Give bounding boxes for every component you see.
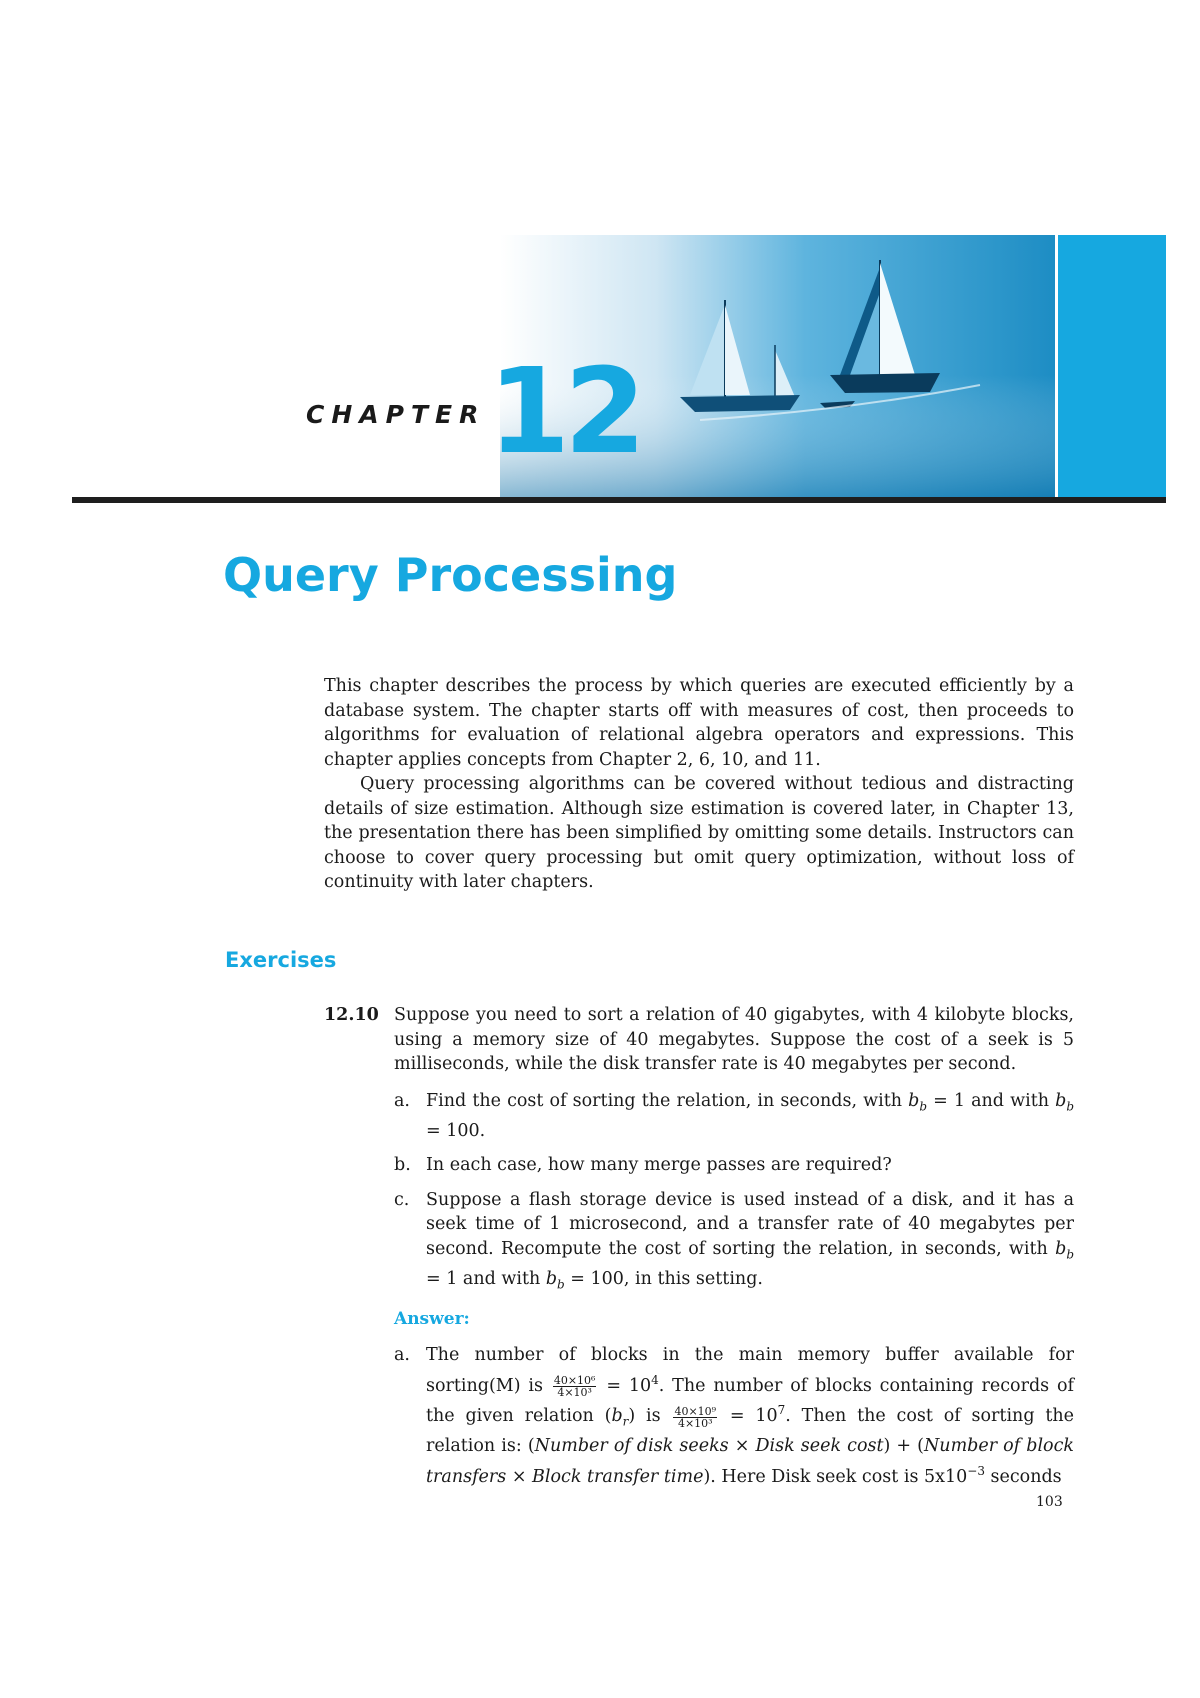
chapter-introduction	[324, 674, 1074, 895]
chapter-title: Query Processing	[223, 548, 678, 602]
chapter-side-tab	[1058, 235, 1166, 498]
exercise-part-b: b. In each case, how many merge passes are required?	[394, 1155, 892, 1175]
exercises-heading: Exercises	[225, 948, 337, 972]
fraction: $\frac{\text{40×10⁹}}{\text{4×10³}}$	[674, 1405, 717, 1431]
answer-part-a: a. The number of blocks in the main memory buffer available for sorting(M) is $\frac{\text{40×10⁶}}{\text{4×10³}}$ = $10^4$. The number of blocks containing records of the given relation $(b_r)$ is $\frac{\text{40×10⁹}}{\text{4×10³}}$ = $10^7$. Then the cost of sorting the relation is: (Number of disk seeks × Disk seek cost) + (Number of block transfers × Block transfer time). Here Disk seek cost is $5x10^{-3}$ seconds	[394, 1345, 1075, 1487]
chapter-label: CHAPTER	[306, 400, 486, 429]
intro-paragraph: Query processing algorithms can be covered without tedious and distracting details of size estimation. Although size estimation is covered later, in Chapter 13, the presentation there has been simplified by omitting some details. Instructors can choose to cover query processing but omit query optimization, without loss of continuity with later chapters.	[324, 774, 1074, 892]
answer-label: Answer:	[394, 1308, 470, 1329]
exercise-12-10	[324, 1003, 1074, 1499]
exercise-part-a: a. Find the cost of sorting the relation, in seconds, with $b_b = 1$ and with $b_b = 100$.	[394, 1090, 1074, 1141]
exercise-statement: Suppose you need to sort a relation of 40 gigabytes, with 4 kilobyte blocks, using a memory size of 40 megabytes. Suppose the cost of a seek is 5 milliseconds, while the disk transfer rate is 40 megabytes per second.	[394, 1005, 1074, 1074]
chapter-number: 12	[488, 342, 641, 480]
exercise-parts	[394, 1089, 1074, 1297]
exercise-number: 12.10	[324, 1005, 379, 1025]
exercise-part-c: c. Suppose a flash storage device is used instead of a disk, and it has a seek time of 1 microsecond, and a transfer rate of 40 megabytes per second. Recompute the cost of sorting the relation, in seconds, with $b_b = 1$ and with $b_b = 100$, in this setting.	[394, 1189, 1074, 1291]
intro-paragraph: This chapter describes the process by which queries are executed efficiently by a database system. The chapter starts off with measures of cost, then proceeds to algorithms for evaluation of relational algebra operators and expressions. This chapter applies concepts from Chapter 2, 6, 10, and 11.	[324, 676, 1074, 770]
fraction: $\frac{\text{40×10⁶}}{\text{4×10³}}$	[553, 1374, 596, 1400]
answer-parts	[394, 1343, 1074, 1489]
header-rule	[72, 497, 1166, 503]
page-number: 103	[1036, 1494, 1063, 1510]
